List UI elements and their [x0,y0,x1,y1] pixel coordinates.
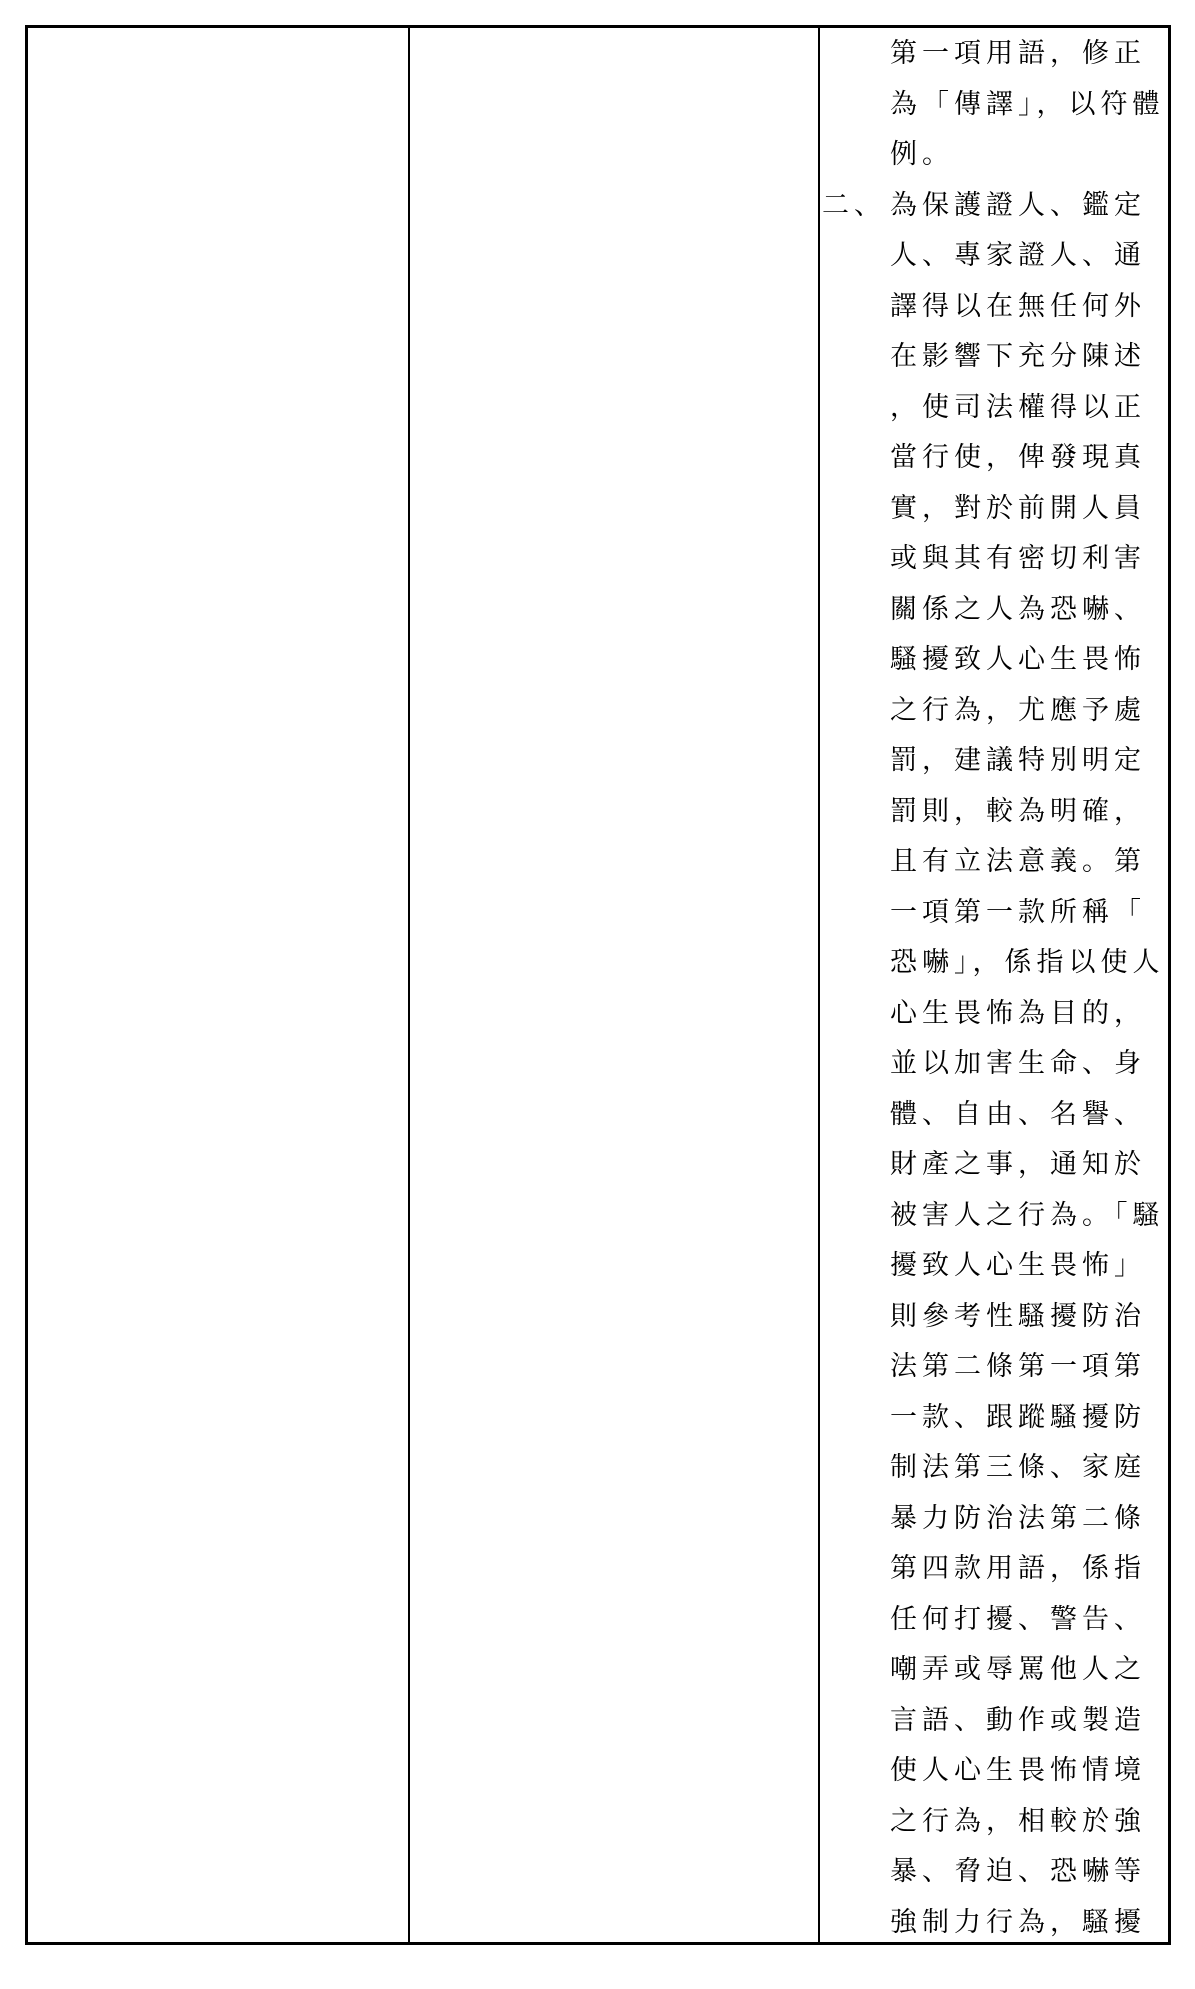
explanation-line: 之行為，尤應予處 [890,694,1146,726]
comparison-table [25,25,1171,1945]
explanation-line: 實，對於前開人員 [890,492,1146,524]
explanation-line: 制法第三條、家庭 [890,1452,1146,1483]
explanation-line: 暴力防治法第二條 [890,1502,1146,1534]
explanation-line: 並以加害生命、身 [890,1048,1146,1079]
explanation-line: 第四款用語，係指 [890,1553,1146,1584]
explanation-line: 嘲弄或辱罵他人之 [890,1654,1146,1685]
column-divider-1 [408,28,410,1942]
explanation-line: 人、專家證人、通 [890,240,1146,271]
explanation-line: ，使司法權得以正 [890,391,1146,423]
explanation-line: 為保護證人、鑑定 [890,189,1146,221]
explanation-line: 當行使，俾發現真 [890,442,1146,473]
explanation-line: 為「傳譯」，以符體 [890,88,1165,120]
explanation-line: 或與其有密切利害 [890,543,1146,574]
item-number-two: 二、 [822,189,886,221]
explanation-line: 體、自由、名譽、 [890,1098,1146,1130]
explanation-line: 恐嚇」，係指以使人 [890,947,1165,978]
explanation-line: 罰則，較為明確， [890,795,1146,827]
explanation-line: 使人心生畏怖情境 [890,1755,1146,1786]
explanation-line: 一款、跟蹤騷擾防 [890,1401,1146,1433]
explanation-line: 例。 [890,139,954,170]
explanation-cell [820,28,1168,1942]
explanation-line: 被害人之行為。「騷 [890,1199,1165,1231]
explanation-line: 一項第一款所稱「 [890,896,1146,928]
explanation-line: 譯得以在無任何外 [890,290,1146,322]
explanation-line: 擾致人心生畏怖」 [890,1250,1146,1281]
explanation-line: 暴、脅迫、恐嚇等 [890,1856,1146,1887]
explanation-line: 罰，建議特別明定 [890,745,1146,776]
explanation-line: 在影響下充分陳述 [890,341,1146,372]
explanation-line: 且有立法意義。第 [890,846,1146,877]
explanation-line: 心生畏怖為目的， [890,997,1146,1029]
explanation-line: 關係之人為恐嚇、 [890,593,1146,625]
explanation-line: 任何打擾、警告、 [890,1603,1146,1635]
explanation-line: 騷擾致人心生畏怖 [890,644,1146,675]
explanation-line: 之行為，相較於強 [890,1805,1146,1837]
explanation-line: 財產之事，通知於 [890,1149,1146,1180]
explanation-line: 則參考性騷擾防治 [890,1300,1146,1332]
explanation-line: 言語、動作或製造 [890,1704,1146,1736]
explanation-line: 法第二條第一項第 [890,1351,1146,1382]
explanation-line: 第一項用語，修正 [890,38,1146,69]
explanation-line: 強制力行為，騷擾 [890,1906,1146,1938]
